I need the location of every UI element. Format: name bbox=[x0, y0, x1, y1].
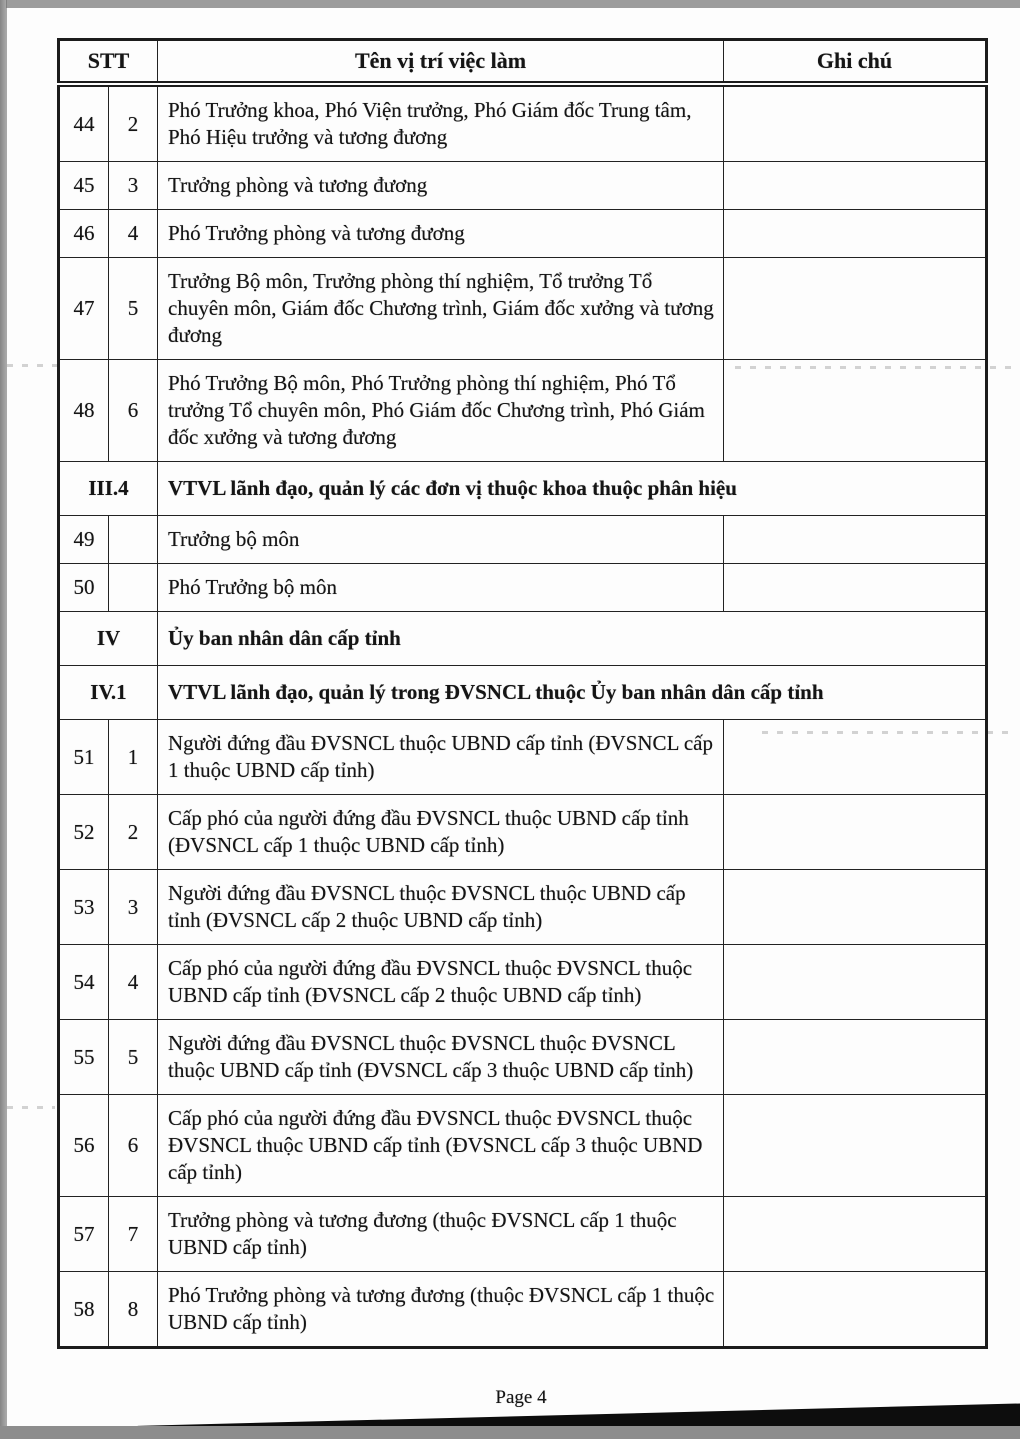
table-row bbox=[59, 1095, 987, 1197]
job-title-cell: Phó Trưởng Bộ môn, Phó Trưởng phòng thí nghiệm, Phó Tổ trưởng Tổ chuyên môn, Phó Giám đốc Chương trình, Phó Giám đốc xưởng và tương đương bbox=[158, 360, 724, 462]
row-subnumber-cell: 3 bbox=[109, 870, 158, 945]
section-number-cell: III.4 bbox=[59, 462, 158, 516]
table-row bbox=[59, 720, 987, 795]
row-number-cell: 54 bbox=[59, 945, 109, 1020]
table-row bbox=[59, 516, 987, 564]
job-title-cell: Cấp phó của người đứng đầu ĐVSNCL thuộc ĐVSNCL thuộc UBND cấp tỉnh (ĐVSNCL cấp 2 thuộc UBND cấp tỉnh) bbox=[158, 945, 724, 1020]
note-cell bbox=[724, 1020, 987, 1095]
header-stt: STT bbox=[59, 40, 158, 85]
row-number-cell: 48 bbox=[59, 360, 109, 462]
table-row bbox=[59, 1020, 987, 1095]
row-number-cell: 46 bbox=[59, 210, 109, 258]
job-title-cell: Phó Trưởng phòng và tương đương (thuộc ĐVSNCL cấp 1 thuộc UBND cấp tỉnh) bbox=[158, 1272, 724, 1348]
row-number-cell: 49 bbox=[59, 516, 109, 564]
job-title-cell: Người đứng đầu ĐVSNCL thuộc UBND cấp tỉnh (ĐVSNCL cấp 1 thuộc UBND cấp tỉnh) bbox=[158, 720, 724, 795]
note-cell bbox=[724, 870, 987, 945]
row-subnumber-cell: 1 bbox=[109, 720, 158, 795]
note-cell bbox=[724, 1095, 987, 1197]
table-row bbox=[59, 945, 987, 1020]
table-row bbox=[59, 870, 987, 945]
row-subnumber-cell: 2 bbox=[109, 84, 158, 162]
section-title-cell: Ủy ban nhân dân cấp tỉnh bbox=[158, 612, 987, 666]
job-title-cell: Phó Trưởng phòng và tương đương bbox=[158, 210, 724, 258]
row-number-cell: 47 bbox=[59, 258, 109, 360]
row-number-cell: 55 bbox=[59, 1020, 109, 1095]
row-number-cell: 44 bbox=[59, 84, 109, 162]
note-cell bbox=[724, 1272, 987, 1348]
job-title-cell: Người đứng đầu ĐVSNCL thuộc ĐVSNCL thuộc UBND cấp tỉnh (ĐVSNCL cấp 2 thuộc UBND cấp tỉnh) bbox=[158, 870, 724, 945]
scan-artifact-bottom-band bbox=[0, 1426, 1020, 1439]
row-number-cell: 57 bbox=[59, 1197, 109, 1272]
note-cell bbox=[724, 516, 987, 564]
section-row bbox=[59, 612, 987, 666]
note-cell bbox=[724, 945, 987, 1020]
row-subnumber-cell bbox=[109, 516, 158, 564]
section-title-cell: VTVL lãnh đạo, quản lý các đơn vị thuộc khoa thuộc phân hiệu bbox=[158, 462, 987, 516]
header-job-title: Tên vị trí việc làm bbox=[158, 40, 724, 85]
row-number-cell: 53 bbox=[59, 870, 109, 945]
note-cell bbox=[724, 1197, 987, 1272]
section-number-cell: IV bbox=[59, 612, 158, 666]
note-cell bbox=[724, 162, 987, 210]
table-row bbox=[59, 258, 987, 360]
job-title-cell: Người đứng đầu ĐVSNCL thuộc ĐVSNCL thuộc ĐVSNCL thuộc UBND cấp tỉnh (ĐVSNCL cấp 3 thuộc UBND cấp tỉnh) bbox=[158, 1020, 724, 1095]
scan-noise-speckle bbox=[7, 1106, 55, 1109]
job-title-cell: Trưởng Bộ môn, Trưởng phòng thí nghiệm, Tổ trưởng Tổ chuyên môn, Giám đốc Chương trình, Giám đốc xưởng và tương đương bbox=[158, 258, 724, 360]
row-subnumber-cell: 3 bbox=[109, 162, 158, 210]
table-body bbox=[59, 84, 987, 1348]
row-subnumber-cell bbox=[109, 564, 158, 612]
row-subnumber-cell: 5 bbox=[109, 258, 158, 360]
job-title-cell: Phó Trưởng bộ môn bbox=[158, 564, 724, 612]
page-number: Page 4 bbox=[495, 1387, 547, 1408]
scan-noise-speckle bbox=[7, 364, 57, 367]
table-header-row bbox=[59, 40, 987, 85]
table-row bbox=[59, 210, 987, 258]
scan-artifact-top-band bbox=[0, 0, 1020, 8]
row-subnumber-cell: 4 bbox=[109, 210, 158, 258]
note-cell bbox=[724, 564, 987, 612]
table-row bbox=[59, 1272, 987, 1348]
row-number-cell: 58 bbox=[59, 1272, 109, 1348]
section-title-cell: VTVL lãnh đạo, quản lý trong ĐVSNCL thuộc Ủy ban nhân dân cấp tỉnh bbox=[158, 666, 987, 720]
row-subnumber-cell: 6 bbox=[109, 1095, 158, 1197]
section-row bbox=[59, 666, 987, 720]
row-number-cell: 45 bbox=[59, 162, 109, 210]
row-subnumber-cell: 2 bbox=[109, 795, 158, 870]
table-row bbox=[59, 360, 987, 462]
note-cell bbox=[724, 360, 987, 462]
row-subnumber-cell: 8 bbox=[109, 1272, 158, 1348]
table-row bbox=[59, 84, 987, 162]
row-subnumber-cell: 6 bbox=[109, 360, 158, 462]
table-row bbox=[59, 564, 987, 612]
table-row bbox=[59, 162, 987, 210]
job-title-cell: Trưởng phòng và tương đương bbox=[158, 162, 724, 210]
note-cell bbox=[724, 720, 987, 795]
job-title-cell: Cấp phó của người đứng đầu ĐVSNCL thuộc ĐVSNCL thuộc ĐVSNCL thuộc UBND cấp tỉnh (ĐVSNCL cấp 3 thuộc UBND cấp tỉnh) bbox=[158, 1095, 724, 1197]
row-subnumber-cell: 5 bbox=[109, 1020, 158, 1095]
job-title-cell: Phó Trưởng khoa, Phó Viện trưởng, Phó Giám đốc Trung tâm, Phó Hiệu trưởng và tương đương bbox=[158, 84, 724, 162]
job-title-cell: Cấp phó của người đứng đầu ĐVSNCL thuộc UBND cấp tỉnh (ĐVSNCL cấp 1 thuộc UBND cấp tỉnh) bbox=[158, 795, 724, 870]
header-note: Ghi chú bbox=[724, 40, 987, 85]
row-subnumber-cell: 7 bbox=[109, 1197, 158, 1272]
row-subnumber-cell: 4 bbox=[109, 945, 158, 1020]
section-number-cell: IV.1 bbox=[59, 666, 158, 720]
row-number-cell: 52 bbox=[59, 795, 109, 870]
job-title-cell: Trưởng phòng và tương đương (thuộc ĐVSNCL cấp 1 thuộc UBND cấp tỉnh) bbox=[158, 1197, 724, 1272]
section-row bbox=[59, 462, 987, 516]
note-cell bbox=[724, 84, 987, 162]
note-cell bbox=[724, 210, 987, 258]
row-number-cell: 56 bbox=[59, 1095, 109, 1197]
row-number-cell: 51 bbox=[59, 720, 109, 795]
job-positions-table bbox=[57, 38, 988, 1349]
job-title-cell: Trưởng bộ môn bbox=[158, 516, 724, 564]
note-cell bbox=[724, 258, 987, 360]
scan-artifact-left-strip bbox=[0, 0, 6, 1439]
table-row bbox=[59, 795, 987, 870]
row-number-cell: 50 bbox=[59, 564, 109, 612]
note-cell bbox=[724, 795, 987, 870]
table-row bbox=[59, 1197, 987, 1272]
